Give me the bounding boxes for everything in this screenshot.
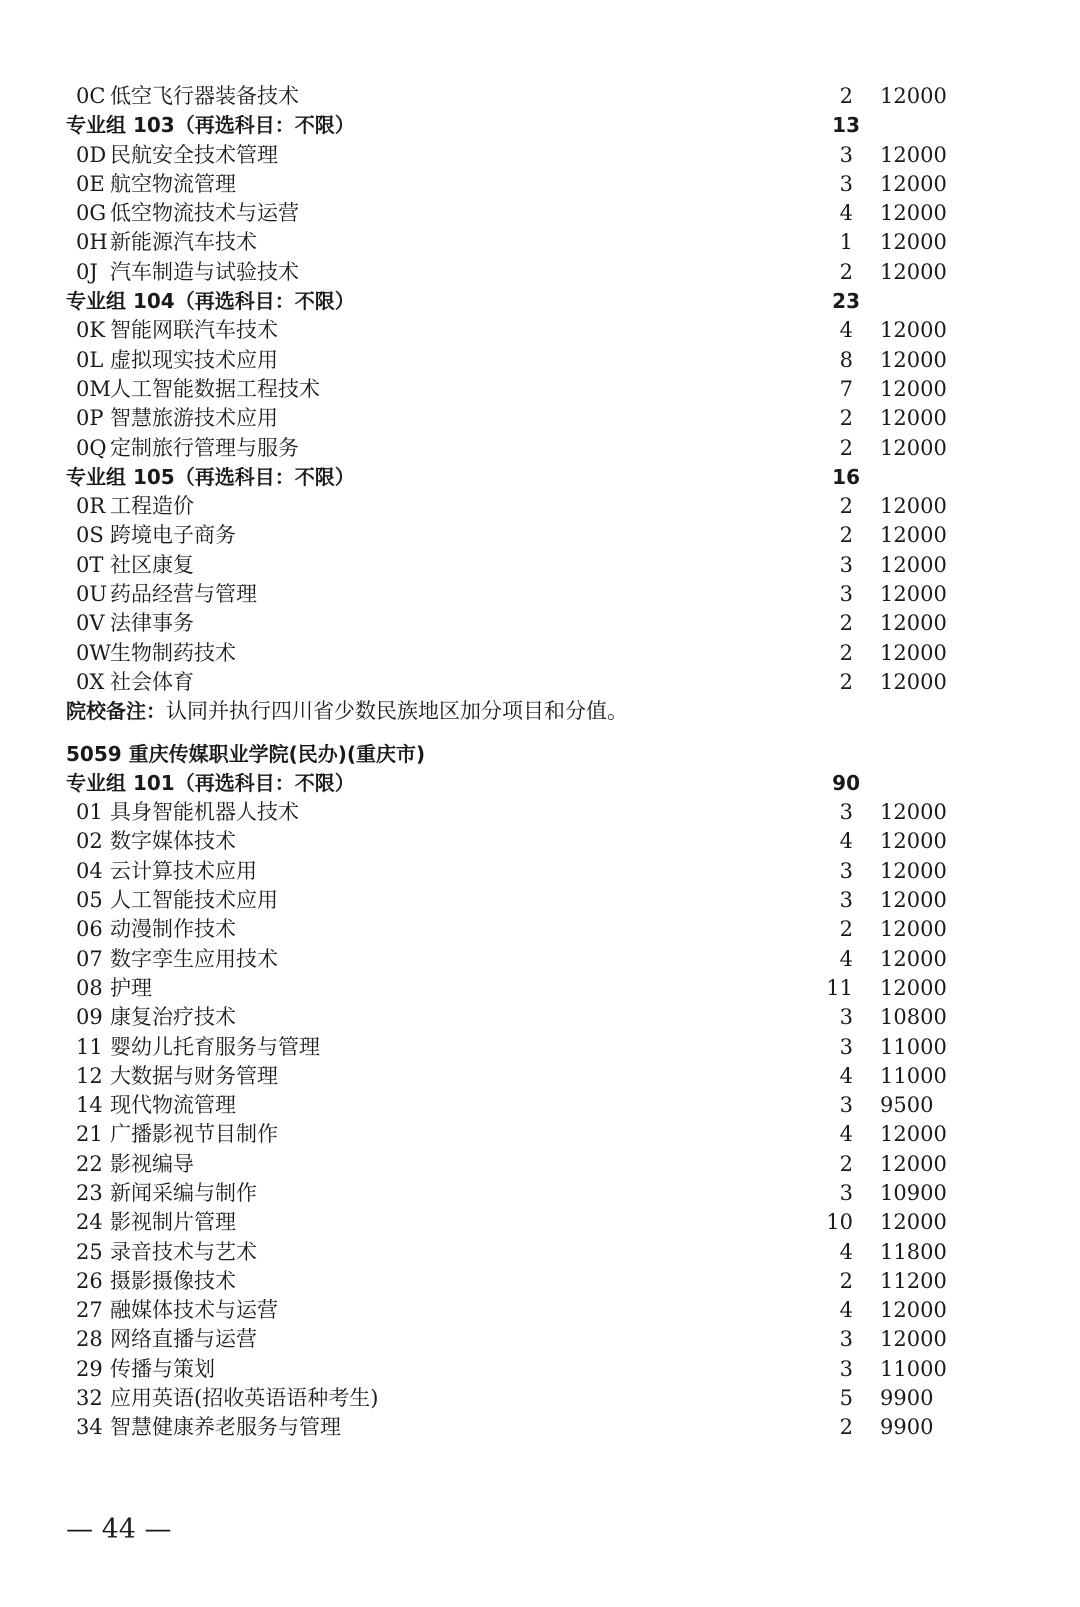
major-name: 影视编导 bbox=[110, 1151, 194, 1176]
tuition-fee: 12000 bbox=[880, 376, 947, 401]
group-header-row bbox=[0, 769, 1080, 798]
tuition-fee: 12000 bbox=[880, 259, 947, 284]
enrollment-count: 5 bbox=[839, 1386, 853, 1411]
enrollment-count: 2 bbox=[839, 1151, 853, 1176]
tuition-fee: 12000 bbox=[880, 1151, 947, 1176]
enrollment-count: 3 bbox=[839, 888, 853, 913]
major-row bbox=[0, 404, 1080, 433]
tuition-fee: 12000 bbox=[880, 640, 947, 665]
major-name: 融媒体技术与运营 bbox=[110, 1298, 278, 1323]
major-code: 12 bbox=[76, 1063, 103, 1088]
major-row bbox=[0, 639, 1080, 668]
major-name: 智能网联汽车技术 bbox=[110, 318, 278, 343]
school-note bbox=[66, 697, 628, 726]
tuition-fee: 12000 bbox=[880, 888, 947, 913]
major-name: 婴幼儿托育服务与管理 bbox=[110, 1034, 320, 1059]
major-row bbox=[0, 1413, 1080, 1442]
major-code: 09 bbox=[76, 1005, 103, 1030]
tuition-fee: 12000 bbox=[880, 858, 947, 883]
tuition-fee: 10800 bbox=[880, 1005, 947, 1030]
tuition-fee: 12000 bbox=[880, 406, 947, 431]
tuition-fee: 12000 bbox=[880, 523, 947, 548]
major-name: 数字媒体技术 bbox=[110, 829, 236, 854]
tuition-fee: 12000 bbox=[880, 84, 947, 108]
tuition-fee: 12000 bbox=[880, 230, 947, 255]
enrollment-count: 2 bbox=[839, 640, 853, 665]
major-code: 21 bbox=[76, 1122, 103, 1147]
tuition-fee: 12000 bbox=[880, 318, 947, 343]
major-row bbox=[0, 1208, 1080, 1237]
enrollment-count: 2 bbox=[839, 435, 853, 460]
enrollment-count: 2 bbox=[839, 406, 853, 431]
major-code: 0W bbox=[76, 640, 111, 665]
major-code: 0U bbox=[76, 582, 108, 607]
major-row bbox=[0, 551, 1080, 580]
enrollment-count: 4 bbox=[839, 318, 853, 343]
school-note-text: 认同并执行四川省少数民族地区加分项目和分值。 bbox=[166, 699, 628, 724]
group-header-row bbox=[0, 111, 1080, 140]
major-code: 0R bbox=[76, 494, 106, 519]
major-code: 28 bbox=[76, 1327, 103, 1352]
major-row bbox=[0, 1355, 1080, 1384]
major-code: 0G bbox=[76, 201, 107, 226]
major-name: 工程造价 bbox=[110, 494, 194, 519]
major-row bbox=[0, 1150, 1080, 1179]
group-title: 专业组 104（再选科目：不限） bbox=[66, 289, 355, 314]
major-name: 航空物流管理 bbox=[110, 171, 236, 196]
tuition-fee: 11800 bbox=[880, 1239, 947, 1264]
major-name: 动漫制作技术 bbox=[110, 917, 236, 942]
major-code: 0Q bbox=[76, 435, 107, 460]
major-row bbox=[0, 1296, 1080, 1325]
enrollment-count: 3 bbox=[839, 1034, 853, 1059]
tuition-fee: 12000 bbox=[880, 917, 947, 942]
major-name: 人工智能技术应用 bbox=[110, 888, 278, 913]
group-total-count: 16 bbox=[832, 464, 860, 489]
enrollment-count: 7 bbox=[839, 376, 853, 401]
major-code: 07 bbox=[76, 946, 103, 971]
major-name: 社区康复 bbox=[110, 552, 194, 577]
major-row bbox=[0, 492, 1080, 521]
tuition-fee: 11000 bbox=[880, 1356, 947, 1381]
tuition-fee: 12000 bbox=[880, 171, 947, 196]
enrollment-count: 2 bbox=[839, 494, 853, 519]
enrollment-count: 2 bbox=[839, 669, 853, 694]
major-row bbox=[0, 228, 1080, 257]
group-title: 专业组 105（再选科目：不限） bbox=[66, 464, 355, 489]
page-number: — 44 — bbox=[66, 1514, 172, 1545]
major-code: 29 bbox=[76, 1356, 103, 1381]
major-code: 02 bbox=[76, 829, 103, 854]
major-name: 大数据与财务管理 bbox=[110, 1063, 278, 1088]
major-code: 0L bbox=[76, 347, 104, 372]
major-row bbox=[0, 915, 1080, 944]
tuition-fee: 12000 bbox=[880, 1210, 947, 1235]
tuition-fee: 12000 bbox=[880, 201, 947, 226]
group-header-row bbox=[0, 287, 1080, 316]
tuition-fee: 12000 bbox=[880, 142, 947, 167]
enrollment-count: 1 bbox=[839, 230, 853, 255]
major-name: 智慧旅游技术应用 bbox=[110, 406, 278, 431]
group-total-count: 13 bbox=[832, 113, 860, 138]
enrollment-count: 3 bbox=[839, 142, 853, 167]
enrollment-count: 3 bbox=[839, 1180, 853, 1205]
major-code: 0M bbox=[76, 376, 111, 401]
major-code: 26 bbox=[76, 1268, 103, 1293]
major-name: 传播与策划 bbox=[110, 1356, 215, 1381]
tuition-fee: 12000 bbox=[880, 1298, 947, 1323]
major-row bbox=[0, 82, 1080, 111]
enrollment-count: 3 bbox=[839, 582, 853, 607]
major-code: 0D bbox=[76, 142, 107, 167]
major-code: 24 bbox=[76, 1210, 103, 1235]
major-row bbox=[0, 1120, 1080, 1149]
group-title: 专业组 101（再选科目：不限） bbox=[66, 770, 355, 795]
major-code: 08 bbox=[76, 975, 103, 1000]
enrollment-count: 2 bbox=[839, 523, 853, 548]
school-title: 5059 重庆传媒职业学院(民办)(重庆市) bbox=[66, 741, 426, 766]
enrollment-count: 3 bbox=[839, 1356, 853, 1381]
enrollment-count: 2 bbox=[839, 611, 853, 636]
tuition-fee: 10900 bbox=[880, 1180, 947, 1205]
tuition-fee: 12000 bbox=[880, 829, 947, 854]
major-name: 定制旅行管理与服务 bbox=[110, 435, 299, 460]
major-row bbox=[0, 375, 1080, 404]
major-code: 14 bbox=[76, 1093, 103, 1118]
major-name: 虚拟现实技术应用 bbox=[110, 347, 278, 372]
enrollment-count: 3 bbox=[839, 552, 853, 577]
school-header-row bbox=[0, 740, 1080, 769]
tuition-fee: 11200 bbox=[880, 1268, 947, 1293]
enrollment-count: 2 bbox=[839, 84, 853, 108]
major-row bbox=[0, 170, 1080, 199]
major-name: 具身智能机器人技术 bbox=[110, 800, 299, 825]
major-code: 34 bbox=[76, 1415, 103, 1440]
school-note-row bbox=[0, 697, 1080, 726]
enrollment-count: 3 bbox=[839, 858, 853, 883]
major-name: 药品经营与管理 bbox=[110, 582, 257, 607]
tuition-fee: 12000 bbox=[880, 435, 947, 460]
major-name: 生物制药技术 bbox=[110, 640, 236, 665]
enrollment-count: 3 bbox=[839, 171, 853, 196]
major-code: 0S bbox=[76, 523, 104, 548]
tuition-fee: 12000 bbox=[880, 946, 947, 971]
major-code: 05 bbox=[76, 888, 103, 913]
group-title: 专业组 103（再选科目：不限） bbox=[66, 113, 355, 138]
major-row bbox=[0, 1179, 1080, 1208]
major-code: 0E bbox=[76, 171, 105, 196]
major-row bbox=[0, 199, 1080, 228]
major-name: 法律事务 bbox=[110, 611, 194, 636]
tuition-fee: 12000 bbox=[880, 347, 947, 372]
major-code: 27 bbox=[76, 1298, 103, 1323]
enrollment-count: 4 bbox=[839, 1298, 853, 1323]
major-name: 康复治疗技术 bbox=[110, 1005, 236, 1030]
major-name: 社会体育 bbox=[110, 669, 194, 694]
major-code: 0H bbox=[76, 230, 108, 255]
tuition-fee: 12000 bbox=[880, 552, 947, 577]
major-code: 25 bbox=[76, 1239, 103, 1264]
major-code: 0X bbox=[76, 669, 105, 694]
major-name: 影视制片管理 bbox=[110, 1210, 236, 1235]
major-code: 0J bbox=[76, 259, 98, 284]
major-row bbox=[0, 1238, 1080, 1267]
major-name: 新能源汽车技术 bbox=[110, 230, 257, 255]
major-code: 0C bbox=[76, 84, 106, 108]
major-name: 广播影视节目制作 bbox=[110, 1122, 278, 1147]
major-code: 0T bbox=[76, 552, 104, 577]
tuition-fee: 12000 bbox=[880, 611, 947, 636]
tuition-fee: 12000 bbox=[880, 494, 947, 519]
enrollment-count: 4 bbox=[839, 946, 853, 971]
enrollment-count: 3 bbox=[839, 800, 853, 825]
enrollment-count: 2 bbox=[839, 917, 853, 942]
enrollment-count: 3 bbox=[839, 1327, 853, 1352]
major-name: 护理 bbox=[110, 975, 152, 1000]
major-name: 跨境电子商务 bbox=[110, 523, 236, 548]
major-code: 06 bbox=[76, 917, 103, 942]
major-code: 23 bbox=[76, 1180, 103, 1205]
enrollment-count: 10 bbox=[826, 1210, 853, 1235]
major-code: 22 bbox=[76, 1151, 103, 1176]
enrollment-count: 4 bbox=[839, 1239, 853, 1264]
tuition-fee: 9900 bbox=[880, 1415, 934, 1440]
enrollment-count: 4 bbox=[839, 829, 853, 854]
major-row bbox=[0, 1091, 1080, 1120]
major-name: 云计算技术应用 bbox=[110, 858, 257, 883]
major-row bbox=[0, 316, 1080, 345]
major-code: 0V bbox=[76, 611, 105, 636]
major-row bbox=[0, 141, 1080, 170]
major-name: 网络直播与运营 bbox=[110, 1327, 257, 1352]
major-row bbox=[0, 521, 1080, 550]
major-name: 新闻采编与制作 bbox=[110, 1180, 257, 1205]
major-code: 11 bbox=[76, 1034, 103, 1059]
major-row bbox=[0, 857, 1080, 886]
tuition-fee: 12000 bbox=[880, 975, 947, 1000]
major-row bbox=[0, 1267, 1080, 1296]
school-note-label: 院校备注： bbox=[66, 699, 166, 724]
group-total-count: 23 bbox=[832, 289, 860, 314]
enrollment-count: 2 bbox=[839, 259, 853, 284]
tuition-fee: 12000 bbox=[880, 800, 947, 825]
major-row bbox=[0, 827, 1080, 856]
major-row bbox=[0, 886, 1080, 915]
tuition-fee: 12000 bbox=[880, 669, 947, 694]
major-row bbox=[0, 1033, 1080, 1062]
major-name: 数字孪生应用技术 bbox=[110, 946, 278, 971]
enrollment-count: 4 bbox=[839, 1122, 853, 1147]
tuition-fee: 9500 bbox=[880, 1093, 934, 1118]
major-row bbox=[0, 798, 1080, 827]
major-row bbox=[0, 1062, 1080, 1091]
major-row bbox=[0, 945, 1080, 974]
major-name: 民航安全技术管理 bbox=[110, 142, 278, 167]
major-code: 01 bbox=[76, 800, 103, 825]
major-name: 人工智能数据工程技术 bbox=[110, 376, 320, 401]
group-header-row bbox=[0, 463, 1080, 492]
major-row bbox=[0, 1384, 1080, 1413]
group-total-count: 90 bbox=[832, 770, 860, 795]
major-row bbox=[0, 609, 1080, 638]
major-row bbox=[0, 580, 1080, 609]
major-row bbox=[0, 668, 1080, 697]
tuition-fee: 12000 bbox=[880, 582, 947, 607]
major-row bbox=[0, 258, 1080, 287]
major-code: 32 bbox=[76, 1386, 103, 1411]
enrollment-count: 11 bbox=[826, 975, 853, 1000]
major-row bbox=[0, 346, 1080, 375]
major-row bbox=[0, 1003, 1080, 1032]
major-name: 智慧健康养老服务与管理 bbox=[110, 1415, 341, 1440]
enrollment-count: 2 bbox=[839, 1268, 853, 1293]
tuition-fee: 12000 bbox=[880, 1122, 947, 1147]
major-row bbox=[0, 434, 1080, 463]
major-name: 低空物流技术与运营 bbox=[110, 201, 299, 226]
major-code: 0K bbox=[76, 318, 106, 343]
major-name: 汽车制造与试验技术 bbox=[110, 259, 299, 284]
enrollment-count: 4 bbox=[839, 1063, 853, 1088]
enrollment-count: 3 bbox=[839, 1093, 853, 1118]
tuition-fee: 11000 bbox=[880, 1034, 947, 1059]
major-name: 低空飞行器装备技术 bbox=[110, 84, 299, 108]
enrollment-count: 8 bbox=[839, 347, 853, 372]
major-name: 应用英语(招收英语语种考生) bbox=[110, 1386, 379, 1411]
tuition-fee: 12000 bbox=[880, 1327, 947, 1352]
major-name: 摄影摄像技术 bbox=[110, 1268, 236, 1293]
major-name: 录音技术与艺术 bbox=[110, 1239, 257, 1264]
admission-table bbox=[0, 82, 1080, 1443]
major-code: 0P bbox=[76, 406, 104, 431]
major-row bbox=[0, 974, 1080, 1003]
tuition-fee: 9900 bbox=[880, 1386, 934, 1411]
major-row bbox=[0, 1325, 1080, 1354]
tuition-fee: 11000 bbox=[880, 1063, 947, 1088]
enrollment-count: 4 bbox=[839, 201, 853, 226]
major-code: 04 bbox=[76, 858, 103, 883]
enrollment-count: 2 bbox=[839, 1415, 853, 1440]
enrollment-count: 3 bbox=[839, 1005, 853, 1030]
major-name: 现代物流管理 bbox=[110, 1093, 236, 1118]
